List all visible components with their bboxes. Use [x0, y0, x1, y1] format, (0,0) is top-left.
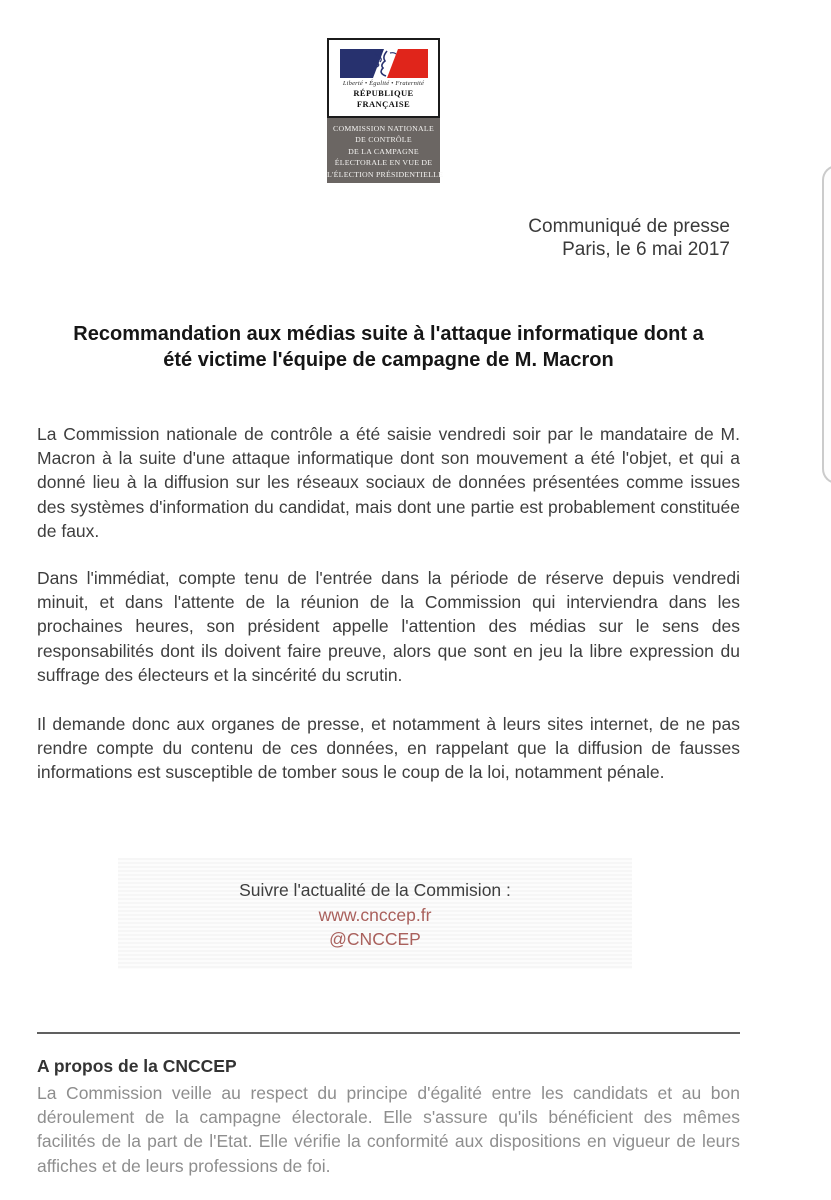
press-release-header: [528, 215, 730, 261]
french-flag-marianne-icon: [340, 49, 428, 78]
follow-commission-box: [118, 858, 632, 969]
commission-banner-line: L'ÉLECTION PRÉSIDENTIELLE: [327, 169, 444, 179]
commission-banner-line: DE LA CAMPAGNE: [348, 146, 419, 156]
commission-banner-line: DE CONTRÔLE: [355, 135, 412, 145]
body-paragraph: Dans l'immédiat, compte tenu de l'entrée dans la période de réserve depuis vendredi minuit, et dans l'attente de la réunion de la Commission qui interviendra dans les prochaines heures, son président appelle l'attention des médias sur le sens des responsabilités dont ils doivent faire preuve, alors que sont en jeu la libre expression du suffrage des électeurs et la sincérité du scrutin.: [37, 568, 740, 685]
about-heading: A propos de la CNCCEP: [37, 1056, 237, 1076]
commission-banner: [327, 118, 444, 183]
commission-banner-line: COMMISSION NATIONALE: [333, 124, 434, 133]
document-title-line: Recommandation aux médias suite à l'attaque informatique dont a: [73, 323, 704, 345]
commission-banner-line: ÉLECTORALE EN VUE DE: [334, 158, 433, 168]
press-release-label: Communiqué de presse: [528, 216, 730, 237]
body-paragraph: Il demande donc aux organes de presse, et notamment à leurs sites internet, de ne pas rendre compte du contenu de ces données, en rappelant que la diffusion de fausses informations est susceptible de tomber sous le coup de la loi, notamment pénale.: [37, 714, 740, 783]
republique-francaise-logo: [327, 38, 444, 183]
document-title-line: été victime l'équipe de campagne de M. Macron: [163, 349, 614, 371]
logo-republic-label: RÉPUBLIQUE FRANÇAISE: [353, 88, 414, 109]
body-paragraph: La Commission nationale de contrôle a été saisie vendredi soir par le mandataire de M. Macron à la suite d'une attaque informatique dont son mouvement a été l'objet, et qui a donné lieu à la diffusion sur les réseaux sociaux de données présentées comme issues des systèmes d'information du candidat, mais dont une partie est probablement constituée de faux.: [37, 424, 740, 541]
logo-motto: Liberté • Égalité • Fraternité: [342, 80, 425, 87]
follow-label: Suivre l'actualité de la Commision :: [239, 879, 511, 900]
partial-card-edge: [822, 165, 831, 484]
marianne-logo: [327, 38, 440, 118]
website-link[interactable]: www.cnccep.fr: [318, 904, 432, 925]
twitter-handle-link[interactable]: @CNCCEP: [329, 928, 421, 949]
about-text: La Commission veille au respect du principe d'égalité entre les candidats et au bon déroulement de la campagne électorale. Elle s'assure qu'ils bénéficient des mêmes facilités de la part de l'Etat. Elle vérifie la conformité aux dispositions en vigueur de leurs affiches et de leurs professions de foi.: [37, 1083, 740, 1176]
footer-divider: [37, 1032, 740, 1034]
document-title: [37, 321, 740, 373]
dateline: Paris, le 6 mai 2017: [562, 239, 730, 260]
